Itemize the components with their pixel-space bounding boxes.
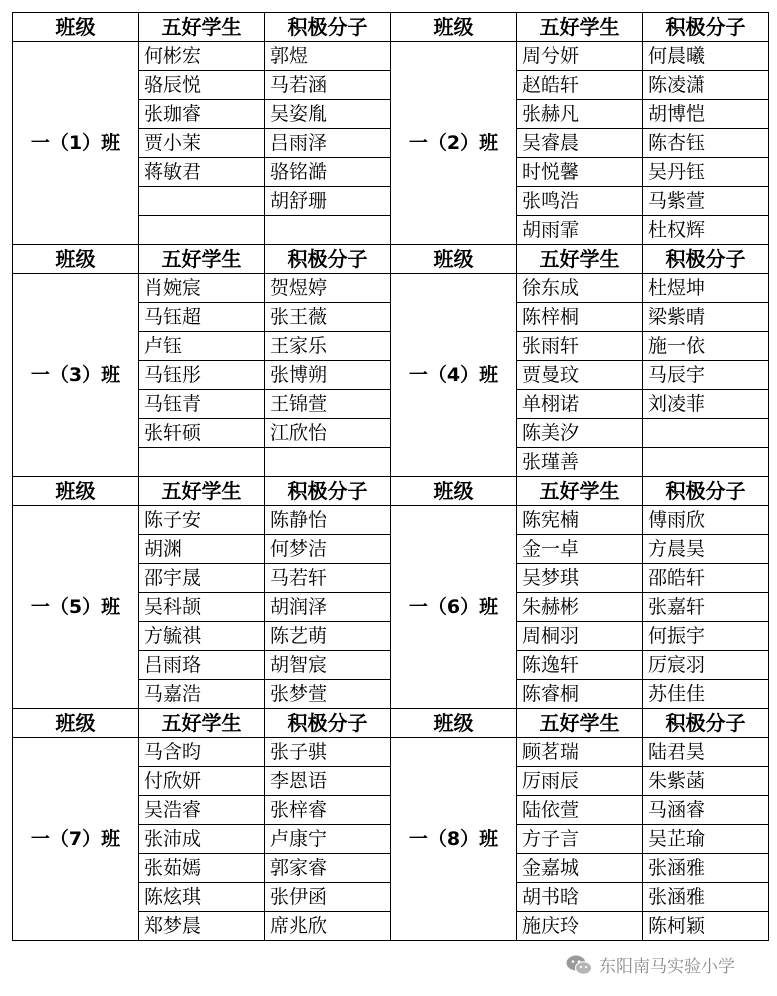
merit-student-name: 金嘉城 [517,854,643,883]
active-member-header: 积极分子 [643,709,769,738]
active-member-name: 傅雨欣 [643,506,769,535]
active-member-name: 陈杏钰 [643,129,769,158]
active-member-name: 何振宇 [643,622,769,651]
class-header: 班级 [13,709,139,738]
merit-student-name: 徐东成 [517,274,643,303]
table-row [13,738,769,767]
class-header: 班级 [391,245,517,274]
header-row [13,13,769,42]
active-member-name [643,419,769,448]
active-member-name: 胡博恺 [643,100,769,129]
active-member-header: 积极分子 [643,245,769,274]
merit-student-name: 胡雨霏 [517,216,643,245]
active-member-name: 吴丹钰 [643,158,769,187]
merit-student-name: 张沛成 [139,825,265,854]
merit-student-name: 吕雨珞 [139,651,265,680]
merit-student-name: 陆依萱 [517,796,643,825]
active-member-name: 吴芷瑜 [643,825,769,854]
active-member-name: 陈凌潇 [643,71,769,100]
active-member-name: 卢康宁 [265,825,391,854]
merit-student-name: 张轩硕 [139,419,265,448]
merit-student-header: 五好学生 [139,709,265,738]
class-name: 一（2）班 [391,42,517,245]
merit-student-name: 马钰青 [139,390,265,419]
merit-student-name: 周兮妍 [517,42,643,71]
merit-student-name: 金一卓 [517,535,643,564]
merit-student-header: 五好学生 [517,13,643,42]
merit-student-name: 肖婉宸 [139,274,265,303]
active-member-header: 积极分子 [643,477,769,506]
active-member-name: 陈静怡 [265,506,391,535]
active-member-name: 邵皓轩 [643,564,769,593]
merit-student-name [139,216,265,245]
class-name: 一（8）班 [391,738,517,941]
merit-student-name: 朱赫彬 [517,593,643,622]
active-member-header: 积极分子 [265,245,391,274]
merit-student-name: 方毓祺 [139,622,265,651]
active-member-name: 何晨曦 [643,42,769,71]
active-member-name: 张梦萱 [265,680,391,709]
merit-student-header: 五好学生 [139,13,265,42]
merit-student-name: 蒋敏君 [139,158,265,187]
active-member-name: 马若轩 [265,564,391,593]
active-member-name [643,448,769,477]
active-member-name: 张梓睿 [265,796,391,825]
active-member-name: 方晨昊 [643,535,769,564]
merit-student-name [139,187,265,216]
active-member-name: 陆君昊 [643,738,769,767]
active-member-name: 吴姿胤 [265,100,391,129]
merit-student-name: 贾曼玟 [517,361,643,390]
active-member-name: 胡润泽 [265,593,391,622]
watermark [565,952,735,977]
merit-student-name: 陈美汐 [517,419,643,448]
merit-student-name: 马钰彤 [139,361,265,390]
active-member-name: 席兆欣 [265,912,391,941]
table-row [13,42,769,71]
active-member-name: 杜权辉 [643,216,769,245]
active-member-name [265,448,391,477]
merit-student-name: 吴科颉 [139,593,265,622]
merit-student-header: 五好学生 [517,477,643,506]
header-row [13,245,769,274]
merit-student-name: 陈梓桐 [517,303,643,332]
class-header: 班级 [391,709,517,738]
active-member-name: 马紫萱 [643,187,769,216]
active-member-name: 苏佳佳 [643,680,769,709]
merit-student-name: 胡渊 [139,535,265,564]
active-member-name: 胡舒珊 [265,187,391,216]
table-row [13,506,769,535]
merit-student-name: 吴浩睿 [139,796,265,825]
active-member-header: 积极分子 [643,13,769,42]
merit-student-name [139,448,265,477]
active-member-name: 李恩语 [265,767,391,796]
merit-student-name: 施庆玲 [517,912,643,941]
merit-student-name: 陈宪楠 [517,506,643,535]
merit-student-name: 方子言 [517,825,643,854]
merit-student-name: 张瑾善 [517,448,643,477]
merit-student-name: 顾茗瑞 [517,738,643,767]
class-name: 一（1）班 [13,42,139,245]
active-member-name: 张嘉轩 [643,593,769,622]
class-header: 班级 [13,477,139,506]
merit-student-name: 赵皓轩 [517,71,643,100]
merit-student-name: 单栩诺 [517,390,643,419]
active-member-name: 贺煜婷 [265,274,391,303]
active-member-name: 张王薇 [265,303,391,332]
merit-student-name: 陈睿桐 [517,680,643,709]
active-member-name: 王锦萱 [265,390,391,419]
merit-student-name: 马含昀 [139,738,265,767]
merit-student-name: 周桐羽 [517,622,643,651]
active-member-name: 刘凌菲 [643,390,769,419]
grid-body [13,13,769,941]
merit-student-name: 马嘉浩 [139,680,265,709]
honor-roll-table [12,12,769,941]
merit-student-name: 张鸣浩 [517,187,643,216]
class-header: 班级 [391,13,517,42]
active-member-name: 郭煜 [265,42,391,71]
merit-student-name: 张赫凡 [517,100,643,129]
class-name: 一（3）班 [13,274,139,477]
merit-student-name: 付欣妍 [139,767,265,796]
class-name: 一（6）班 [391,506,517,709]
merit-student-name: 陈子安 [139,506,265,535]
active-member-name: 杜煜坤 [643,274,769,303]
merit-student-header: 五好学生 [517,245,643,274]
active-member-name: 张博朔 [265,361,391,390]
merit-student-name: 胡书晗 [517,883,643,912]
merit-student-name: 郑梦晨 [139,912,265,941]
active-member-name [265,216,391,245]
merit-student-name: 吴梦琪 [517,564,643,593]
class-header: 班级 [13,13,139,42]
merit-student-name: 卢钰 [139,332,265,361]
merit-student-name: 吴睿晨 [517,129,643,158]
active-member-name: 梁紫晴 [643,303,769,332]
active-member-name: 郭家睿 [265,854,391,883]
watermark-text: 东阳南马实验小学 [599,957,735,977]
active-member-name: 马涵睿 [643,796,769,825]
active-member-name: 骆铭澔 [265,158,391,187]
active-member-name: 朱紫菡 [643,767,769,796]
active-member-name: 王家乐 [265,332,391,361]
active-member-name: 张涵雅 [643,854,769,883]
active-member-name: 马辰宇 [643,361,769,390]
active-member-name: 马若涵 [265,71,391,100]
active-member-header: 积极分子 [265,709,391,738]
active-member-header: 积极分子 [265,477,391,506]
active-member-name: 张伊函 [265,883,391,912]
table-row [13,274,769,303]
active-member-header: 积极分子 [265,13,391,42]
header-row [13,477,769,506]
merit-student-name: 时悦馨 [517,158,643,187]
wechat-icon [565,954,593,976]
merit-student-name: 陈炫琪 [139,883,265,912]
merit-student-header: 五好学生 [139,245,265,274]
active-member-name: 张子骐 [265,738,391,767]
active-member-name: 何梦洁 [265,535,391,564]
class-name: 一（5）班 [13,506,139,709]
merit-student-name: 张茹嫣 [139,854,265,883]
class-name: 一（4）班 [391,274,517,477]
merit-student-name: 厉雨辰 [517,767,643,796]
merit-student-name: 贾小茉 [139,129,265,158]
merit-student-header: 五好学生 [139,477,265,506]
active-member-name: 吕雨泽 [265,129,391,158]
merit-student-name: 陈逸轩 [517,651,643,680]
class-name: 一（7）班 [13,738,139,941]
merit-student-name: 张珈睿 [139,100,265,129]
active-member-name: 张涵雅 [643,883,769,912]
active-member-name: 陈艺萌 [265,622,391,651]
active-member-name: 施一依 [643,332,769,361]
active-member-name: 江欣怡 [265,419,391,448]
active-member-name: 胡智宸 [265,651,391,680]
class-header: 班级 [391,477,517,506]
merit-student-name: 骆辰悦 [139,71,265,100]
header-row [13,709,769,738]
merit-student-name: 张雨轩 [517,332,643,361]
merit-student-name: 马钰超 [139,303,265,332]
class-header: 班级 [13,245,139,274]
active-member-name: 厉宸羽 [643,651,769,680]
active-member-name: 陈柯颖 [643,912,769,941]
merit-student-name: 何彬宏 [139,42,265,71]
merit-student-header: 五好学生 [517,709,643,738]
merit-student-name: 邵宇晟 [139,564,265,593]
